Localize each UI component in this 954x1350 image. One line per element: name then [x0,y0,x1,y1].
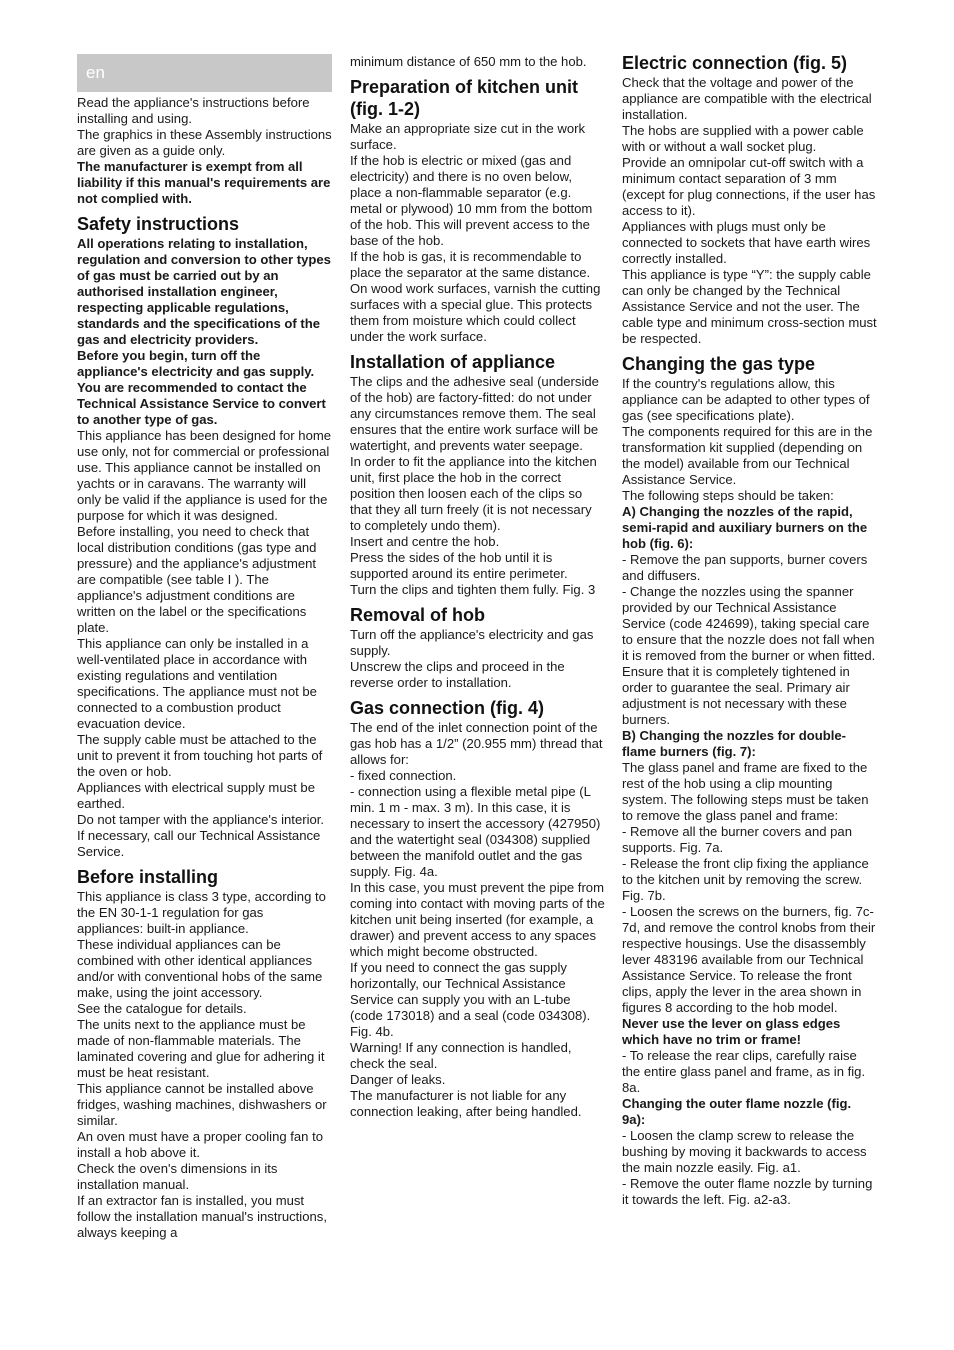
paragraph: The end of the inlet connection point of the gas hob has a 1/2” (20.955 mm) thread that allows for: [350,720,603,767]
paragraph: This appliance cannot be installed above fridges, washing machines, dishwashers or similar. [77,1081,327,1128]
bold-paragraph: All operations relating to installation, regulation and conversion to other types of gas must be carried out by an authorised installation engineer, respecting applicable regulations, standards and the specifications of the gas and electricity providers. [77,236,331,347]
paragraph: If an extractor fan is installed, you must follow the installation manual's instructions, always keeping a [77,1193,327,1240]
paragraph: This appliance is class 3 type, according to the EN 30-1-1 regulation for gas appliances: built-in appliance. [77,889,326,936]
paragraph: Provide an omnipolar cut-off switch with a minimum contact separation of 3 mm (except for plug connections, if the user has access to it). [622,155,876,218]
paragraph: minimum distance of 650 mm to the hob. [350,54,587,69]
bold-paragraph: The manufacturer is exempt from all liability if this manual's requirements are not complied with. [77,159,331,206]
bold-paragraph: B) Changing the nozzles for double-flame burners (fig. 7): [622,728,847,759]
paragraph: These individual appliances can be combined with other identical appliances and/or with conventional hobs of the same make, using the joint accessory. [77,937,323,1000]
paragraph: See the catalogue for details. [77,1001,247,1016]
language-code: en [86,63,105,82]
paragraph: - To release the rear clips, carefully raise the entire glass panel and frame, as in fig. 8a. [622,1048,866,1095]
paragraph: - connection using a flexible metal pipe (L min. 1 m - max. 3 m). In this case, it is necessary to insert the accessory (427950) and the watertight seal (034308) supplied between the manifold outlet and the gas supply. Fig. 4a. [350,784,601,879]
paragraph: - Release the front clip fixing the appliance to the kitchen unit by removing the screw. Fig. 7b. [622,856,869,903]
section-heading: Changing the gas type [622,354,816,374]
paragraph: The components required for this are in the transformation kit supplied (depending on the model) available from our Technical Assistance Service. [622,424,873,487]
paragraph: Before installing, you need to check that local distribution conditions (gas type and pressure) and the appliance's adjustment are compatible (see table I ). The appliance's adjustment conditions are written on the label or the specifications plate. [77,524,317,635]
paragraph: The manufacturer is not liable for any connection leaking, after being handled. [350,1088,582,1119]
paragraph: This appliance is type “Y”: the supply cable can only be changed by the Technical Assistance Service and not the user. The cable type and minimum cross-section must be respected. [622,267,877,346]
paragraph: Warning! If any connection is handled, check the seal. [350,1040,572,1071]
paragraph: Turn off the appliance's electricity and gas supply. [350,627,594,658]
bold-paragraph: Never use the lever on glass edges which have no trim or frame! [622,1016,841,1047]
bold-paragraph: You are recommended to contact the Technical Assistance Service to convert to another type of gas. [77,380,326,427]
section-heading: Electric connection (fig. 5) [622,53,848,73]
paragraph: On wood work surfaces, varnish the cutting surfaces with a special glue. This protects them from moisture which could collect under the work surface. [350,281,601,344]
paragraph: This appliance has been designed for home use only, not for commercial or professional use. This appliance cannot be installed on yachts or in caravans. The warranty will only be valid if the appliance is used for the purpose for which it was designed. [77,428,332,523]
column-left [77,54,333,1241]
paragraph: The glass panel and frame are fixed to the rest of the hob using a clip mounting system. The following steps must be taken to remove the glass panel and frame: [622,760,869,823]
paragraph: - fixed connection. [350,768,457,783]
section-heading: Installation of appliance [350,352,556,372]
paragraph: If the hob is electric or mixed (gas and electricity) and there is no oven below, place a non-flammable separator (e.g. metal or plywood) 10 mm from the bottom of the hob. This will prevent access to the base of the hob. [350,153,593,248]
paragraph: Appliances with electrical supply must be earthed. [77,780,315,811]
paragraph: The graphics in these Assembly instructions are given as a guide only. [77,127,332,158]
paragraph: - Remove all the burner covers and pan supports. Fig. 7a. [622,824,852,855]
paragraph: Ensure that it is completely tightened in order to guarantee the seal. Primary air adjustment is not necessary with these burners. [622,664,850,727]
paragraph: - Remove the pan supports, burner covers and diffusers. [622,552,868,583]
paragraph: The clips and the adhesive seal (underside of the hob) are factory-fitted: do not under any circumstances remove them. The seal ensures that the entire work surface will be watertight, and prevents water seepage. [350,374,599,453]
paragraph: Danger of leaks. [350,1072,446,1087]
bold-paragraph: Changing the outer flame nozzle (fig. 9a): [622,1096,852,1127]
paragraph: In order to fit the appliance into the kitchen unit, first place the hob in the correct position then loosen each of the clips so that they all turn freely (it is not necessary to completely undo them). [350,454,597,533]
paragraph: In this case, you must prevent the pipe from coming into contact with moving parts of the kitchen unit being inserted (for example, a drawer) and prevent access to any spaces which might become obstructed. [350,880,605,959]
section-heading: Gas connection (fig. 4) [350,698,545,718]
paragraph: - Change the nozzles using the spanner provided by our Technical Assistance Service (code 424699), taking special care to ensure that the nozzle does not fall when it is removed from the burner or when fitted. [622,584,876,663]
paragraph: The supply cable must be attached to the unit to prevent it from touching hot parts of the oven or hob. [77,732,323,779]
column-middle [350,54,606,1120]
paragraph: Read the appliance's instructions before installing and using. [77,95,310,126]
paragraph: Do not tamper with the appliance's interior. If necessary, call our Technical Assistance Service. [77,812,325,859]
paragraph: The following steps should be taken: [622,488,834,503]
paragraph: - Loosen the clamp screw to release the bushing by moving it backwards to access the main nozzle easily. Fig. a1. [622,1128,867,1175]
column-right [622,52,878,1208]
section-heading: Safety instructions [77,214,240,234]
section-heading: Preparation of kitchen unit (fig. 1-2) [350,77,579,119]
paragraph: Press the sides of the hob until it is supported around its entire perimeter. [350,550,568,581]
paragraph: Check that the voltage and power of the appliance are compatible with the electrical installation. [622,75,872,122]
bold-paragraph: A) Changing the nozzles of the rapid, semi-rapid and auxiliary burners on the hob (fig. 6): [622,504,868,551]
paragraph: If the country's regulations allow, this appliance can be adapted to other types of gas (see specifications plate). [622,376,870,423]
paragraph: - Remove the outer flame nozzle by turning it towards the left. Fig. a2-a3. [622,1176,873,1207]
paragraph: Appliances with plugs must only be connected to sockets that have earth wires correctly installed. [622,219,871,266]
paragraph: Insert and centre the hob. [350,534,500,549]
paragraph: Unscrew the clips and proceed in the reverse order to installation. [350,659,565,690]
paragraph: Check the oven's dimensions in its installation manual. [77,1161,278,1192]
section-heading: Before installing [77,867,219,887]
paragraph: Turn the clips and tighten them fully. Fig. 3 [350,582,596,597]
paragraph: An oven must have a proper cooling fan to install a hob above it. [77,1129,324,1160]
paragraph: The hobs are supplied with a power cable with or without a wall socket plug. [622,123,864,154]
paragraph: The units next to the appliance must be made of non-flammable materials. The laminated covering and glue for adhering it must be heat resistant. [77,1017,325,1080]
paragraph: This appliance can only be installed in a well-ventilated place in accordance with existing regulations and ventilation specifications. The appliance must not be connected to a combustion product evacuation device. [77,636,317,731]
paragraph: If the hob is gas, it is recommendable to place the separator at the same distance. [350,249,591,280]
language-tab [77,54,332,92]
paragraph: Make an appropriate size cut in the work surface. [350,121,586,152]
section-heading: Removal of hob [350,605,486,625]
paragraph: If you need to connect the gas supply horizontally, our Technical Assistance Service can supply you with an L-tube (code 173018) and a seal (code 034308). Fig. 4b. [350,960,591,1039]
bold-paragraph: Before you begin, turn off the appliance's electricity and gas supply. [77,348,315,379]
paragraph: - Loosen the screws on the burners, fig. 7c-7d, and remove the control knobs from their respective housings. Use the disassembly lever 483196 available from our Technical Assistance Service. To release the front clips, apply the lever in the area shown in figures 8 according to the hob model. [622,904,876,1015]
